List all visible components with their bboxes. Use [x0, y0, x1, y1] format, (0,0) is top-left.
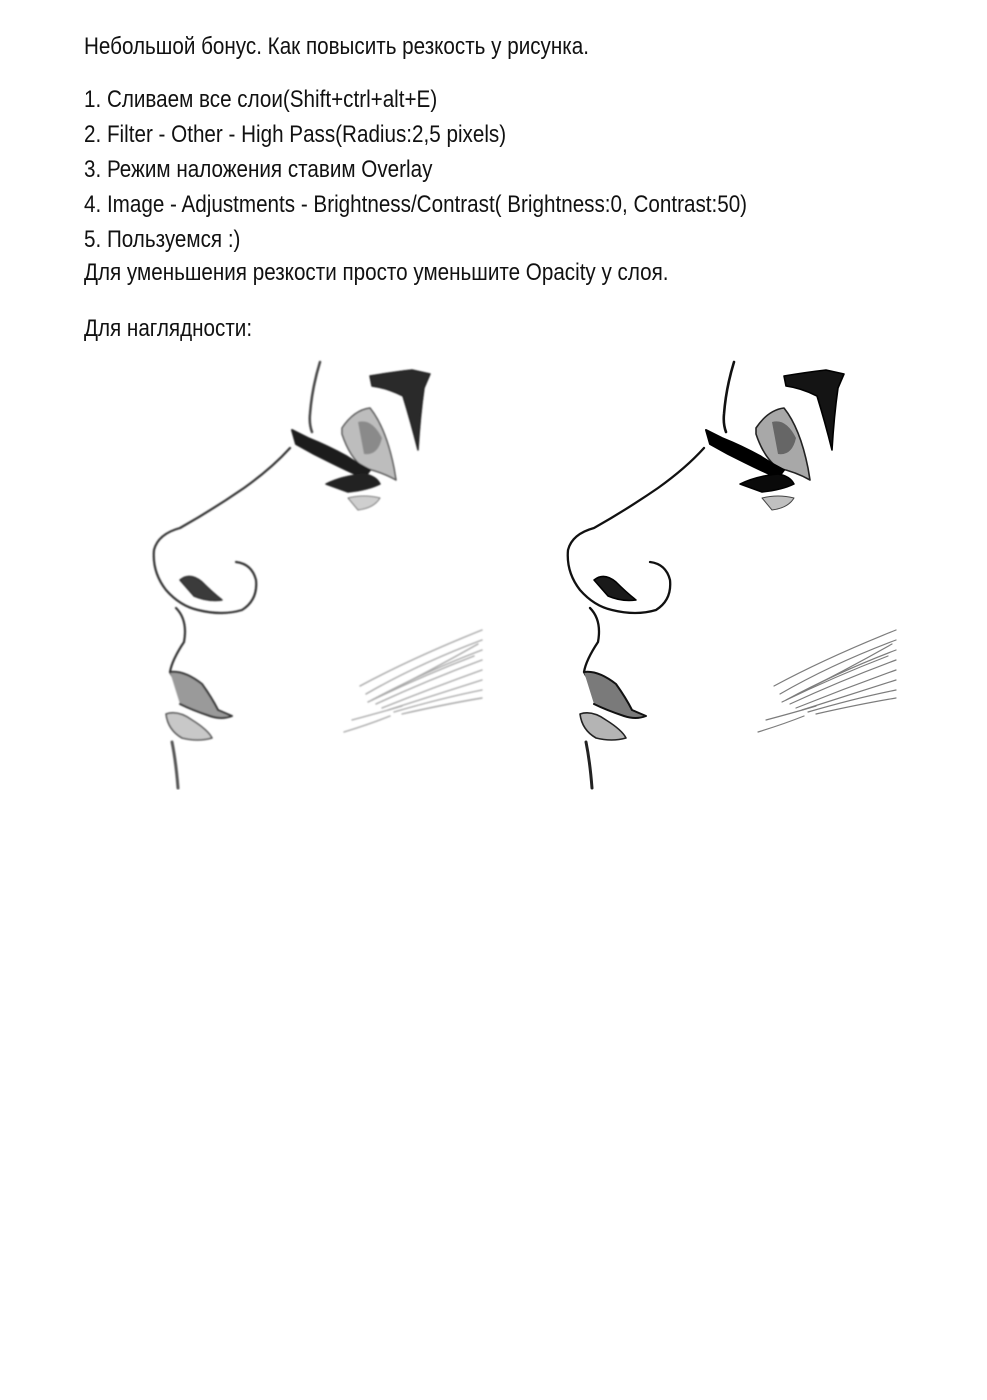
- steps-list: [84, 82, 855, 257]
- step-1: 1. Сливаем все слои(Shift+ctrl+alt+E): [84, 86, 438, 113]
- sketch-before-sharpening: [132, 358, 484, 790]
- page-heading: Небольшой бонус. Как повысить резкость у рисунка.: [84, 33, 589, 60]
- step-3: 3. Режим наложения ставим Overlay: [84, 156, 433, 183]
- sketch-after-sharpening: [546, 358, 898, 790]
- step-5: 5. Пользуемся :): [84, 226, 241, 253]
- opacity-note: Для уменьшения резкости просто уменьшите Opacity у слоя.: [84, 259, 669, 286]
- step-4: 4. Image - Adjustments - Brightness/Contrast( Brightness:0, Contrast:50): [84, 191, 748, 218]
- demo-label: Для наглядности:: [84, 315, 253, 342]
- step-2: 2. Filter - Other - High Pass(Radius:2,5 pixels): [84, 121, 507, 148]
